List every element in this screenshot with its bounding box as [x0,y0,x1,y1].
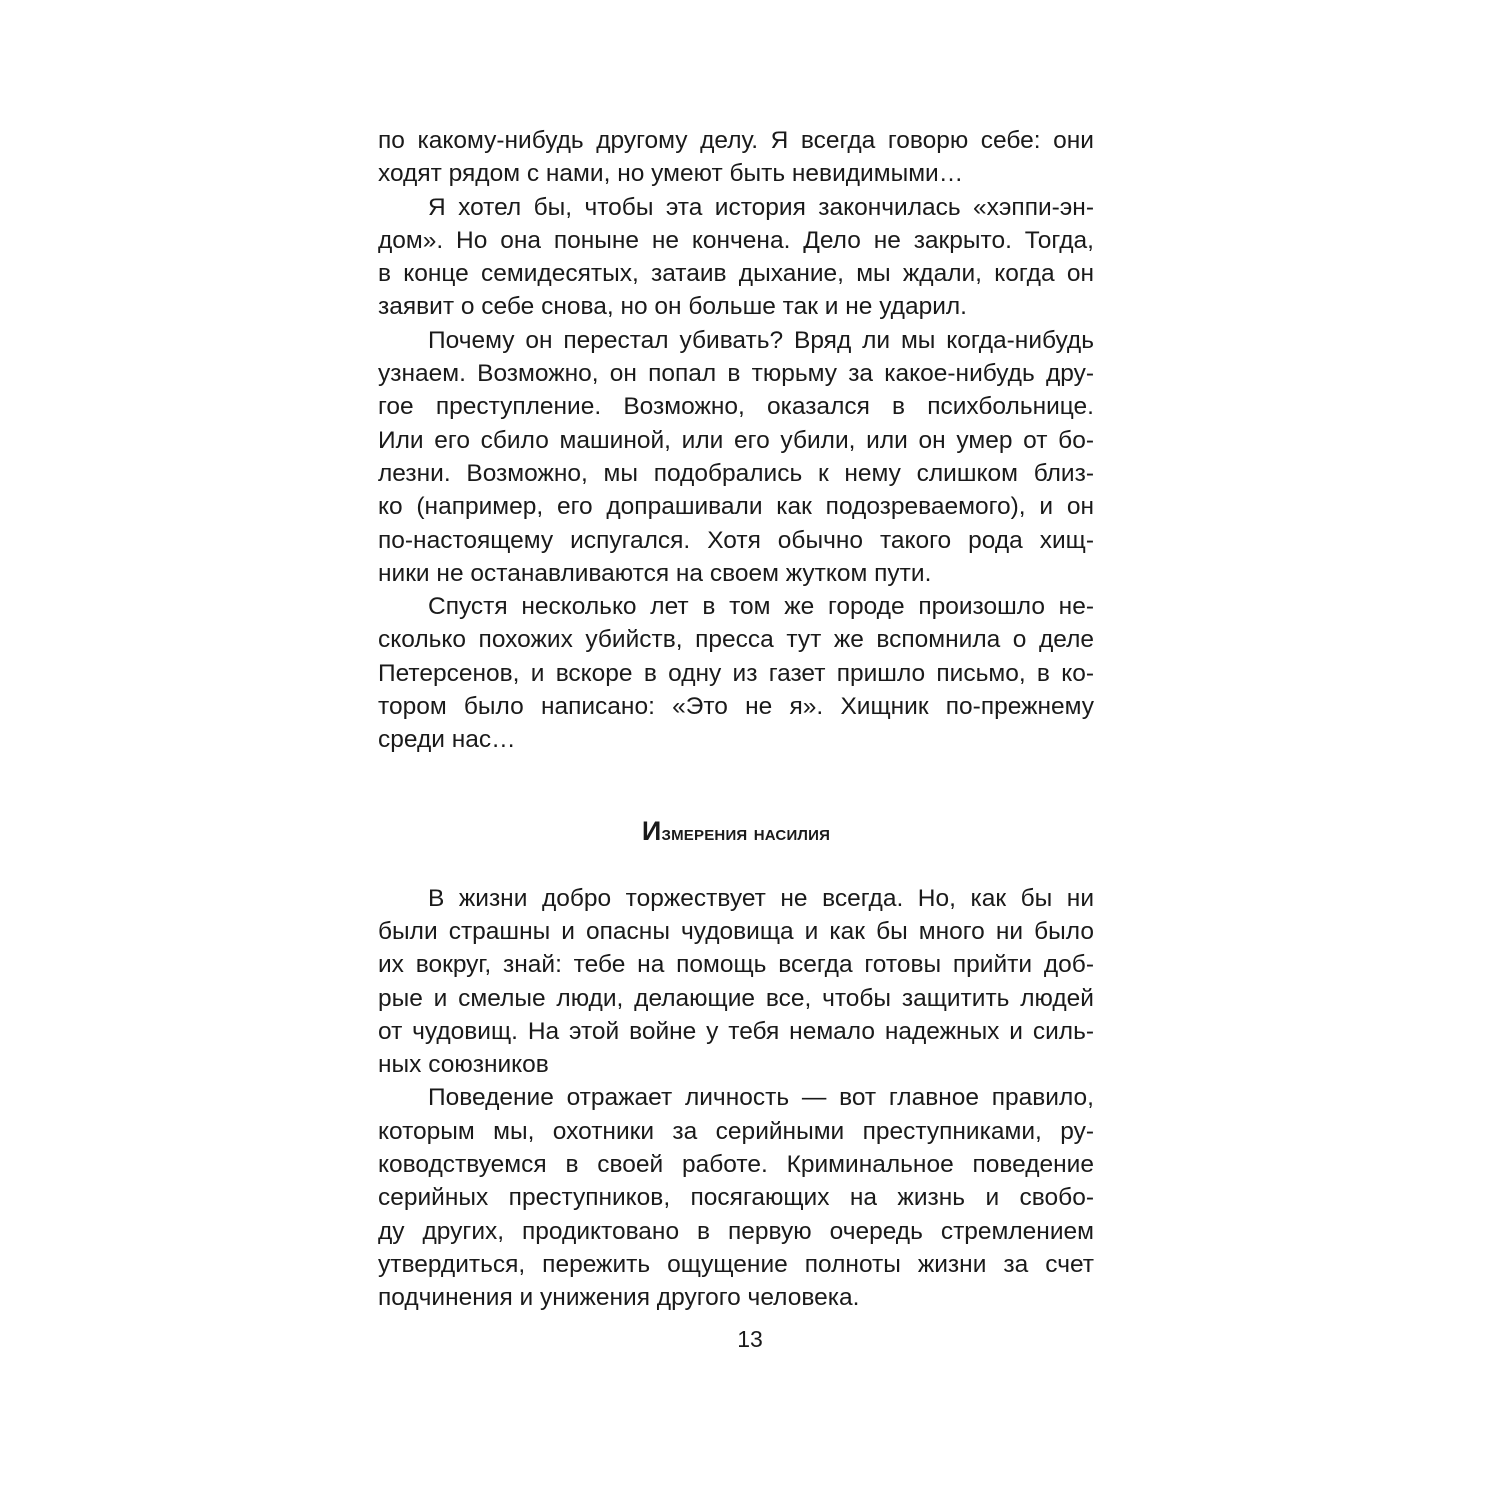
text-line: дом». Но она поныне не кончена. Дело не закрыто. Тогда, [378,226,1094,254]
section-heading-rest: змерения насилия [661,819,831,845]
text-line: были страшны и опасны чудовища и как бы много ни было [378,917,1094,945]
text-line: подчинения и унижения другого человека. [378,1284,860,1312]
text-section-before-heading [378,124,1094,757]
paragraph [378,324,1094,590]
text-line: Почему он перестал убивать? Вряд ли мы когда-нибудь [428,326,1094,354]
book-page-body [378,124,1094,1315]
text-line: Спустя несколько лет в том же городе произошло не- [428,593,1094,621]
paragraph [378,1081,1094,1314]
paragraph [378,124,1094,191]
text-line: рые и смелые люди, делающие все, чтобы защитить людей [378,984,1094,1012]
text-line: Или его сбило машиной, или его убили, или он умер от бо- [378,426,1094,454]
text-line: их вокруг, знай: тебе на помощь всегда готовы прийти доб- [378,951,1094,979]
text-line: узнаем. Возможно, он попал в тюрьму за какое-нибудь дру- [378,360,1094,388]
text-line: ко (например, его допрашивали как подозреваемого), и он [378,493,1094,521]
paragraph [378,191,1094,324]
text-section-after-heading [378,882,1094,1315]
section-heading [378,815,1094,848]
text-line: ководствуемся в своей работе. Криминальное поведение [378,1151,1094,1179]
text-line: Петерсенов, и вскоре в одну из газет пришло письмо, в ко- [378,659,1094,687]
page-number: 13 [737,1326,763,1352]
text-line: Поведение отражает личность — вот главное правило, [428,1084,1094,1112]
text-line: сколько похожих убийств, пресса тут же вспомнила о деле [378,626,1094,654]
text-line: ходят рядом с нами, но умеют быть невидимыми… [378,160,964,188]
text-line: ду других, продиктовано в первую очередь стремлением [378,1217,1094,1245]
section-heading-initial: И [641,815,662,846]
text-line: серийных преступников, посягающих на жизнь и свобо- [378,1184,1094,1212]
text-line: тором было написано: «Это не я». Хищник по-прежнему [378,693,1094,721]
text-line: от чудовищ. На этой войне у тебя немало надежных и силь- [378,1017,1094,1045]
spacer [378,757,1094,815]
text-line: лезни. Возможно, мы подобрались к нему слишком близ- [378,459,1094,487]
text-line: заявит о себе снова, но он больше так и не ударил. [378,293,967,321]
text-line: по какому-нибудь другому делу. Я всегда говорю себе: они [378,127,1094,154]
text-line: которым мы, охотники за серийными преступниками, ру- [378,1117,1094,1145]
paragraph [378,590,1094,756]
text-line: В жизни добро торжествует не всегда. Но, как бы ни [428,884,1094,912]
text-line: в конце семидесятых, затаив дыхание, мы ждали, когда он [378,260,1094,288]
text-line: ники не останавливаются на своем жутком пути. [378,559,932,587]
text-line: утвердиться, пережить ощущение полноты жизни за счет [378,1250,1094,1278]
paragraph [378,882,1094,1082]
text-line: Я хотел бы, чтобы эта история закончилась «хэппи-эн- [428,193,1094,221]
spacer [378,848,1094,882]
text-line: гое преступление. Возможно, оказался в психбольнице. [378,393,1094,421]
text-line: среди нас… [378,726,516,754]
text-line: по-настоящему испугался. Хотя обычно такого рода хищ- [378,526,1094,554]
text-line: ных союзников [378,1051,549,1079]
